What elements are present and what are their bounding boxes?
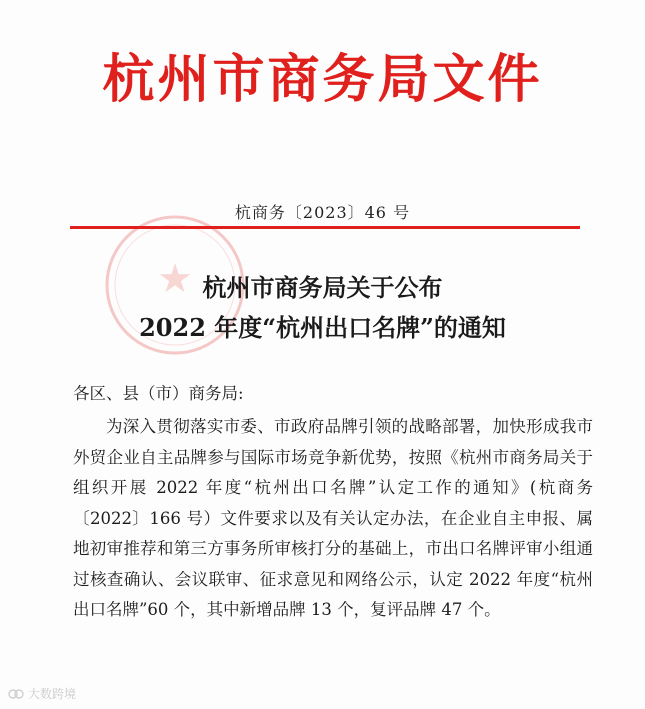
- watermark-logo-icon: [8, 687, 24, 701]
- salutation: 各区、县（市）商务局:: [73, 384, 244, 403]
- notice-title-line-1: 杭州市商务局关于公布: [202, 273, 443, 302]
- masthead-title: 杭州市商务局文件: [102, 49, 543, 110]
- watermark-text: 大数跨境: [28, 687, 77, 701]
- notice-title-line-2: 2022 年度“杭州出口名牌”的通知: [139, 313, 506, 342]
- watermark: [8, 685, 76, 702]
- document-number: 杭商务〔2023〕46 号: [234, 203, 411, 222]
- body-paragraph: 为深入贯彻落实市委、市政府品牌引领的战略部署，加快形成我市外贸企业自主品牌参与国际市场竞争新优势，按照《杭州市商务局关于组织开展 2022 年度“杭州出口名牌”认定工作的通知》(杭商务〔2022〕166 号）文件要求以及有关认定办法，在企业自主申报、属地初审推荐和第三方事务所审核打分的基础上，市出口名牌评审小组通过核查确认、会议联审、征求意见和网络公示，认定 2022 年度“杭州出口名牌”60 个，其中新增品牌 13 个，复评品牌 47 个。: [73, 417, 593, 619]
- red-divider-line: [70, 226, 580, 229]
- svg-text:★: ★: [157, 256, 193, 302]
